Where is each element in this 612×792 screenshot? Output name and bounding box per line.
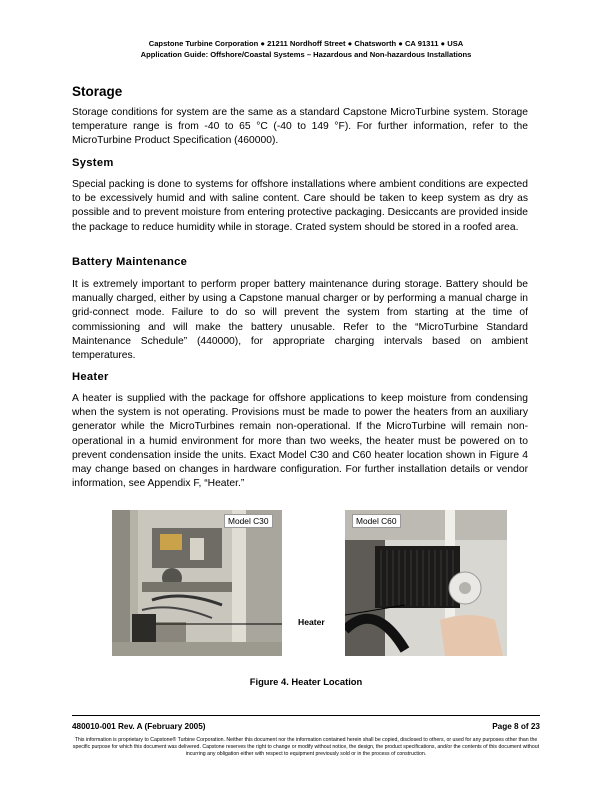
- system-section: [72, 157, 528, 169]
- storage-body-wrap: [72, 106, 528, 149]
- heater-photo-c30: [112, 510, 282, 656]
- c60-photo-illustration: [345, 510, 507, 656]
- c60-label: Model C60: [352, 514, 401, 528]
- heater-body: A heater is supplied with the package for offshore applications to keep moisture from condensing when the system is not operating. Provisions must be made to power the heaters from an auxiliary generator while the MicroTurbines remain non-operational. If the MicroTurbine will remain non-operational in a humid environment for more than two weeks, the heater must be powered on to prevent condensation inside the units. Exact Model C30 and C60 heater location shown in Figure 4 may change based on changes in hardware configuration. For further installation details or vendor information, see Appendix F, “Heater.”: [72, 393, 528, 490]
- heater-photo-c60: [345, 510, 507, 656]
- system-body-wrap: [72, 178, 528, 235]
- c30-photo-illustration: [112, 510, 282, 656]
- system-body: Special packing is done to systems for offshore installations where ambient conditions are expected to be excessively humid and with saline content. Care should be taken to keep system as dry as possible and to prevent moisture from entering protective packaging. Desiccants are provided inside the package to reduce humidity while in storage. Crated system should be stored in a roofed area.: [72, 179, 528, 233]
- footer-page-number: Page 8 of 23: [492, 722, 540, 731]
- heater-callout: Heater: [298, 617, 325, 627]
- footer-rule: [72, 715, 540, 716]
- footer-line: [72, 722, 540, 731]
- footer-legal: This information is proprietary to Capstone® Turbine Corporation. Neither this document nor the information contained herein shall be copied, disclosed to others, or used for any purposes other than the specific purpose for which this document was delivered. Capstone reserves the right to change or modify without notice, the design, the product specifications, and/or the contents of this document without incurring any obligation either with respect to equipment previously sold or in the process of construction.: [72, 737, 540, 757]
- system-heading: System: [72, 157, 114, 169]
- heater-body-wrap: [72, 392, 528, 491]
- storage-heading: Storage: [72, 84, 123, 99]
- heater-heading: Heater: [72, 371, 109, 383]
- page-header: [0, 38, 612, 60]
- heater-section: [72, 371, 528, 383]
- c30-label: Model C30: [224, 514, 273, 528]
- storage-body: Storage conditions for system are the same as a standard Capstone MicroTurbine system. Storage temperature range is from -40 to 65 °C (-40 to 149 °F). For further information, refer to the MicroTurbine Product Specification (460000).: [72, 107, 528, 147]
- header-title: Application Guide: Offshore/Coastal Systems – Hazardous and Non-hazardous Installations: [140, 50, 472, 59]
- battery-body-wrap: [72, 278, 528, 363]
- footer-doc-id: 480010-001 Rev. A (February 2005): [72, 722, 206, 731]
- battery-body: It is extremely important to perform proper battery maintenance during storage. Battery should be manually charged, either by using a Capstone manual charger or by performing a manual charge in grid-connect mode. Failure to do so will prevent the system from starting at the time of commissioning and will make the battery unusable. Refer to the “MicroTurbine Standard Maintenance Schedule” (440000), for appropriate charging intervals based on ambient temperatures.: [72, 279, 528, 362]
- storage-section: [72, 84, 528, 99]
- header-address: Capstone Turbine Corporation ● 21211 Nordhoff Street ● Chatsworth ● CA 91311 ● USA: [148, 39, 464, 48]
- battery-section: [72, 256, 528, 268]
- figure-caption: Figure 4. Heater Location: [249, 676, 363, 687]
- battery-heading: Battery Maintenance: [72, 256, 188, 268]
